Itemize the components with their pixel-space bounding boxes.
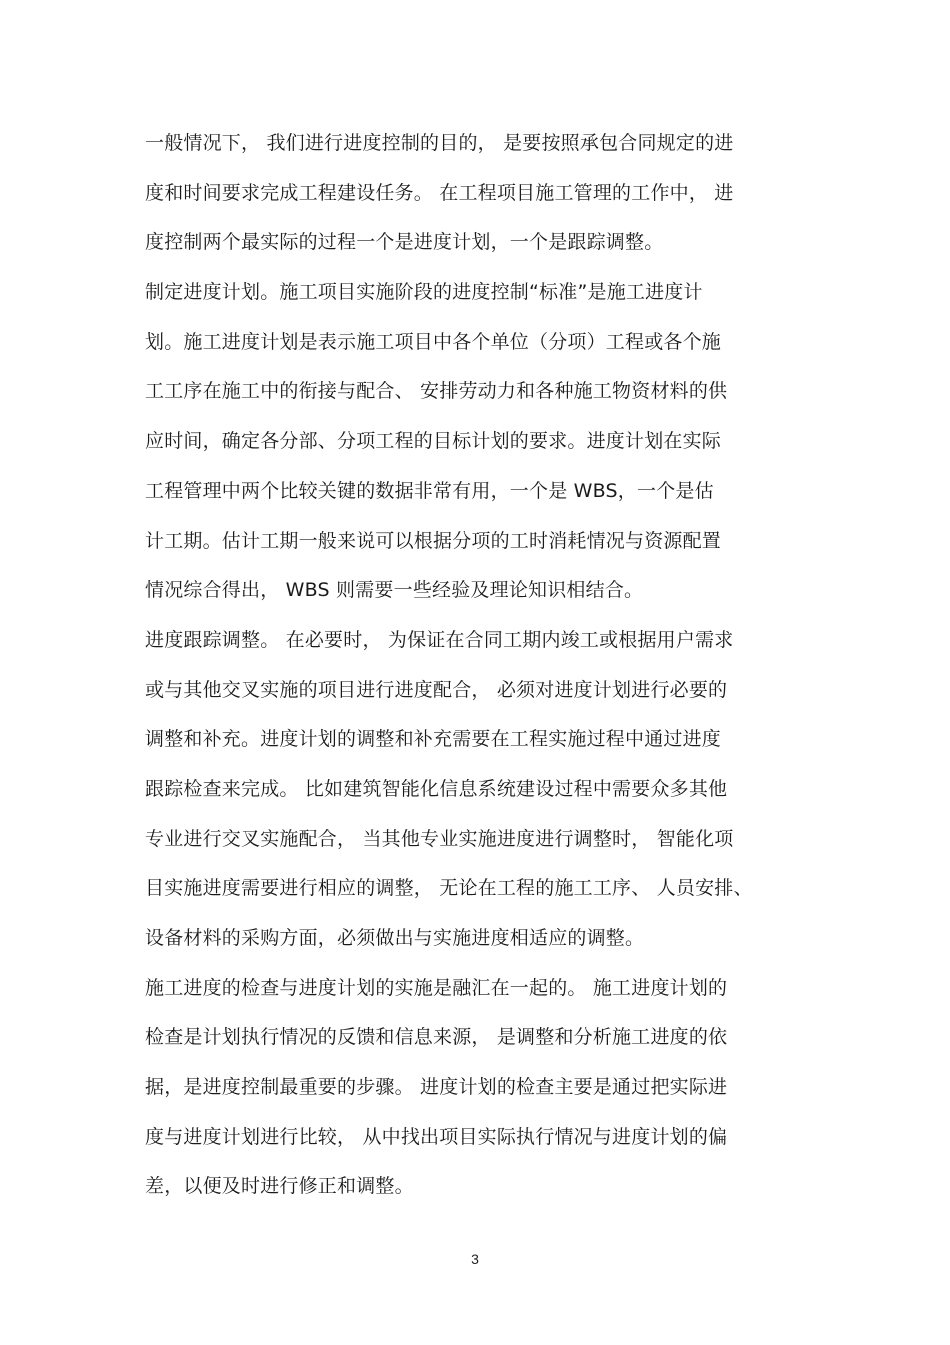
text-line: 目实施进度需要进行相应的调整， 无论在工程的施工工序、 人员安排、 <box>145 877 753 900</box>
text-line: 制定进度计划。施工项目实施阶段的进度控制“标准”是施工进度计 <box>145 281 703 304</box>
text-line: 计工期。估计工期一般来说可以根据分项的工时消耗情况与资源配置 <box>145 529 722 552</box>
text-line: 调整和补充。进度计划的调整和补充需要在工程实施过程中通过进度 <box>145 728 722 751</box>
text-line: 设备材料的采购方面，必须做出与实施进度相适应的调整。 <box>145 927 645 949</box>
text-line: 专业进行交叉实施配合， 当其他专业实施进度进行调整时， 智能化项 <box>145 827 734 850</box>
text-line: 或与其他交叉实施的项目进行进度配合， 必须对进度计划进行必要的 <box>145 678 728 701</box>
text-line: 检查是计划执行情况的反馈和信息来源， 是调整和分析施工进度的依 <box>145 1026 728 1049</box>
text-line: 划。施工进度计划是表示施工项目中各个单位（分项）工程或各个施 <box>145 330 722 353</box>
text-line: 差，以便及时进行修正和调整。 <box>145 1175 414 1198</box>
text-line: 度与进度计划进行比较， 从中找出项目实际执行情况与进度计划的偏 <box>145 1125 728 1148</box>
text-line: 施工进度的检查与进度计划的实施是融汇在一起的。 施工进度计划的 <box>145 976 728 999</box>
text-line: 工程管理中两个比较关键的数据非常有用，一个是 WBS，一个是估 <box>145 479 714 502</box>
text-line: 度和时间要求完成工程建设任务。 在工程项目施工管理的工作中， 进 <box>145 181 734 204</box>
text-line: 跟踪检查来完成。 比如建筑智能化信息系统建设过程中需要众多其他 <box>145 777 728 800</box>
text-line: 进度跟踪调整。 在必要时， 为保证在合同工期内竣工或根据用户需求 <box>145 628 734 651</box>
text-line: 情况综合得出， WBS 则需要一些经验及理论知识相结合。 <box>145 579 644 602</box>
text-line: 度控制两个最实际的过程一个是进度计划，一个是跟踪调整。 <box>145 231 664 254</box>
text-line: 据，是进度控制最重要的步骤。 进度计划的检查主要是通过把实际进 <box>145 1076 728 1099</box>
text-line: 工工序在施工中的衔接与配合、 安排劳动力和各种施工物资材料的供 <box>145 380 728 403</box>
page-number: 3 <box>471 1251 479 1267</box>
text-line: 应时间，确定各分部、分项工程的目标计划的要求。进度计划在实际 <box>145 430 722 453</box>
body-text <box>145 124 825 1217</box>
text-line: 一般情况下， 我们进行进度控制的目的， 是要按照承包合同规定的进 <box>145 132 734 154</box>
